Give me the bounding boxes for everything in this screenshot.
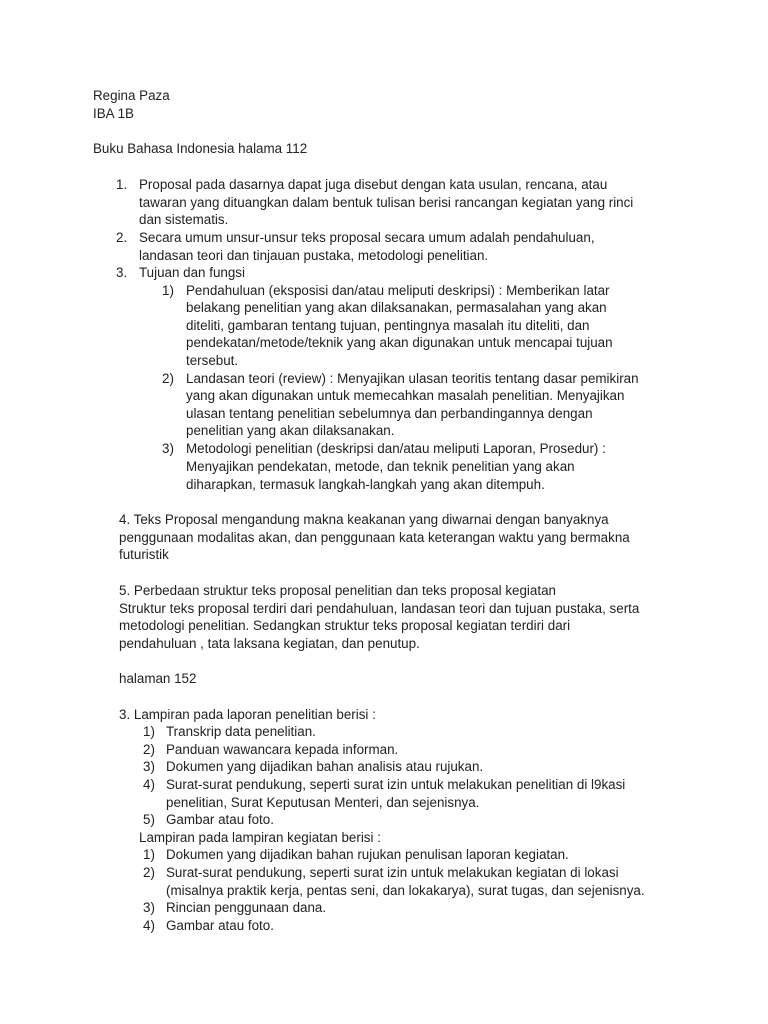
list-item-text: Panduan wawancara kepada informan.: [166, 742, 399, 757]
section-heading: 3. Lampiran pada laporan penelitian berisi :: [119, 707, 376, 722]
sublist-item-text: pendekatan/metode/teknik yang akan digunakan untuk mencapai tujuan: [186, 335, 613, 350]
list-number: 2): [143, 742, 155, 757]
list-number: 1): [143, 847, 155, 862]
list-number: 1.: [116, 177, 128, 192]
list-number: 4): [143, 777, 155, 792]
sublist-number: 2): [162, 371, 174, 386]
sublist-item-text: penelitian yang akan dilaksanakan.: [186, 423, 395, 438]
paragraph-line: pendahuluan , tata laksana kegiatan, dan penutup.: [119, 636, 420, 651]
sublist-item-text: diharapkan, termasuk langkah-langkah yang akan ditempuh.: [186, 477, 545, 492]
list-number: 2.: [116, 230, 128, 245]
sublist-item-text: belakang penelitian yang akan dilaksanakan, permasalahan yang akan: [186, 300, 607, 315]
paragraph-line: futuristik: [119, 547, 169, 562]
list-item-text: penelitian, Surat Keputusan Menteri, dan sejenisnya.: [166, 795, 480, 810]
list-item-text: Gambar atau foto.: [166, 812, 274, 827]
class-label: IBA 1B: [93, 106, 134, 121]
list-number: 3): [143, 900, 155, 915]
list-item-text: tawaran yang dituangkan dalam bentuk tulisan berisi rancangan kegiatan yang rinci: [139, 195, 634, 210]
sublist-number: 1): [162, 283, 174, 298]
paragraph-line: Struktur teks proposal terdiri dari pendahuluan, landasan teori dan tujuan pustaka, serta: [119, 601, 640, 616]
list-item-text: landasan teori dan tinjauan pustaka, metodologi penelitian.: [139, 248, 489, 263]
book-reference: Buku Bahasa Indonesia halama 112: [93, 141, 308, 156]
list-item-text: Secara umum unsur-unsur teks proposal secara umum adalah pendahuluan,: [139, 230, 595, 245]
list-item-text: Surat-surat pendukung, seperti surat izin untuk melakukan penelitian di l9kasi: [166, 777, 626, 792]
list-number: 1): [143, 724, 155, 739]
sublist-number: 3): [162, 441, 174, 456]
list-item-text: dan sistematis.: [139, 212, 229, 227]
paragraph-line: 5. Perbedaan struktur teks proposal penelitian dan teks proposal kegiatan: [119, 583, 556, 598]
paragraph-line: metodologi penelitian. Sedangkan struktur teks proposal kegiatan terdiri dari: [119, 618, 571, 633]
list-number: 2): [143, 865, 155, 880]
list-item-text: (misalnya praktik kerja, pentas seni, dan lokakarya), surat tugas, dan sejenisnya.: [166, 883, 645, 898]
section-subheading: Lampiran pada lampiran kegiatan berisi :: [139, 830, 381, 845]
sublist-item-text: Pendahuluan (eksposisi dan/atau meliputi deskripsi) : Memberikan latar: [186, 283, 610, 298]
sublist-item-text: Landasan teori (review) : Menyajikan ulasan teoritis tentang dasar pemikiran: [186, 371, 639, 386]
list-item-text: Surat-surat pendukung, seperti surat izin untuk melakukan kegiatan di lokasi: [166, 865, 619, 880]
list-item-text: Tujuan dan fungsi: [139, 265, 245, 280]
list-number: 3.: [116, 265, 128, 280]
paragraph-line: 4. Teks Proposal mengandung makna keakanan yang diwarnai dengan banyaknya: [119, 512, 609, 527]
list-item-text: Rincian penggunaan dana.: [166, 900, 327, 915]
sublist-item-text: ulasan tentang penelitian sebelumnya dan perbandingannya dengan: [186, 406, 593, 421]
sublist-item-text: yang akan digunakan untuk memecahkan masalah penelitian. Menyajikan: [186, 388, 625, 403]
author-name: Regina Paza: [93, 88, 170, 103]
list-item-text: Dokumen yang dijadikan bahan analisis atau rujukan.: [166, 759, 484, 774]
list-number: 5): [143, 812, 155, 827]
page-reference: halaman 152: [119, 671, 197, 686]
list-number: 3): [143, 759, 155, 774]
sublist-item-text: diteliti, gambaran tentang tujuan, pentingnya masalah itu diteliti, dan: [186, 318, 590, 333]
sublist-item-text: tersebut.: [186, 353, 239, 368]
list-item-text: Dokumen yang dijadikan bahan rujukan penulisan laporan kegiatan.: [166, 847, 569, 862]
list-number: 4): [143, 918, 155, 933]
list-item-text: Gambar atau foto.: [166, 918, 274, 933]
paragraph-line: penggunaan modalitas akan, dan penggunaan kata keterangan waktu yang bermakna: [119, 530, 630, 545]
list-item-text: Transkrip data penelitian.: [166, 724, 316, 739]
sublist-item-text: Menyajikan pendekatan, metode, dan teknik penelitian yang akan: [186, 459, 575, 474]
list-item-text: Proposal pada dasarnya dapat juga disebut dengan kata usulan, rencana, atau: [139, 177, 608, 192]
sublist-item-text: Metodologi penelitian (deskripsi dan/atau meliputi Laporan, Prosedur) :: [186, 441, 606, 456]
